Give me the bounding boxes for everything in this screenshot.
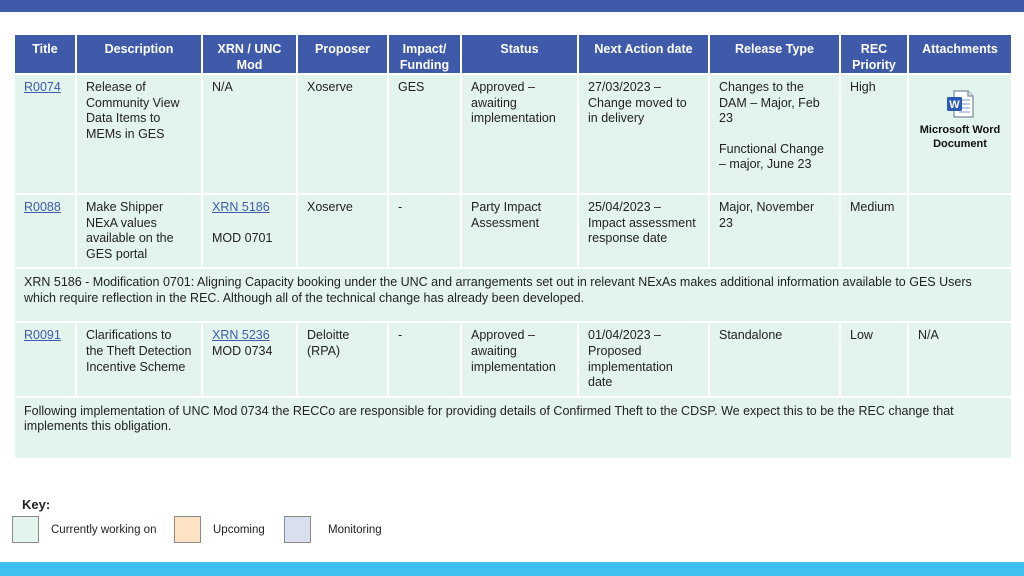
- release-type-line: Functional Change – major, June 23: [719, 141, 824, 172]
- attachment-label: Microsoft Word Document: [919, 124, 1001, 150]
- description-cell: Clarifications to the Theft Detection Incentive Scheme: [76, 322, 202, 396]
- note-row: [14, 397, 1012, 459]
- mod-text: MOD 0734: [212, 343, 273, 358]
- table-row: [14, 194, 1012, 268]
- proposer-cell: Xoserve: [297, 74, 388, 194]
- release-type-line: Changes to the DAM – Major, Feb 23: [719, 80, 820, 126]
- xrn-cell: N/A: [202, 74, 297, 194]
- priority-cell: High: [840, 74, 908, 194]
- rec-change-table: [13, 33, 1013, 460]
- status-cell: Approved – awaiting implementation: [461, 322, 578, 396]
- table-row: [14, 74, 1012, 194]
- priority-cell: Low: [840, 322, 908, 396]
- release-type-cell: Standalone: [709, 322, 840, 396]
- xrn-link-5186[interactable]: XRN 5186: [212, 200, 270, 214]
- col-header-title: Title: [14, 34, 76, 74]
- note-cell: XRN 5186 - Modification 0701: Aligning Capacity booking under the UNC and arrangements set out in relevant NExAs makes additional information available to GES Users which require reflection in the REC. Although all of the technical change has already been developed.: [14, 268, 1012, 322]
- word-document-attachment[interactable]: [918, 89, 1002, 151]
- col-header-next-action: Next Action date: [578, 34, 709, 74]
- attachment-cell: N/A: [908, 322, 1012, 396]
- proposer-cell: Deloitte (RPA): [297, 322, 388, 396]
- header-row: [14, 34, 1012, 74]
- word-document-icon: [945, 89, 975, 119]
- next-action-cell: 01/04/2023 – Proposed implementation date: [578, 322, 709, 396]
- col-header-proposer: Proposer: [297, 34, 388, 74]
- table-row: [14, 322, 1012, 396]
- xrn-link-5236[interactable]: XRN 5236: [212, 328, 270, 343]
- col-header-impact: Impact/ Funding: [388, 34, 461, 74]
- attachment-cell: [908, 194, 1012, 268]
- col-header-description: Description: [76, 34, 202, 74]
- next-action-cell: 25/04/2023 – Impact assessment response date: [578, 194, 709, 268]
- col-header-priority: REC Priority: [840, 34, 908, 74]
- key-swatch-current: [12, 516, 39, 543]
- key-label-upcoming: Upcoming: [213, 524, 265, 536]
- priority-cell: Medium: [840, 194, 908, 268]
- note-cell: Following implementation of UNC Mod 0734 the RECCo are responsible for providing details of Confirmed Theft to the CDSP. We expect this to be the REC change that implements this obligation.: [14, 397, 1012, 459]
- col-header-xrn: XRN / UNC Mod: [202, 34, 297, 74]
- impact-cell: -: [388, 194, 461, 268]
- release-type-cell: [709, 74, 840, 194]
- key-title: Key:: [22, 497, 51, 512]
- col-header-attachments: Attachments: [908, 34, 1012, 74]
- svg-text:W: W: [949, 99, 960, 111]
- key-label-monitoring: Monitoring: [328, 524, 382, 536]
- mod-text: MOD 0701: [212, 230, 273, 245]
- note-row: [14, 268, 1012, 322]
- xrn-cell: [202, 322, 297, 396]
- status-cell: Party Impact Assessment: [461, 194, 578, 268]
- bottom-banner: [0, 562, 1024, 576]
- key-label-current: Currently working on: [51, 524, 157, 536]
- key-swatch-upcoming: [174, 516, 201, 543]
- change-link-r0088[interactable]: R0088: [24, 200, 61, 214]
- impact-cell: -: [388, 322, 461, 396]
- key-swatch-monitoring: [284, 516, 311, 543]
- proposer-cell: Xoserve: [297, 194, 388, 268]
- col-header-release-type: Release Type: [709, 34, 840, 74]
- attachment-cell: [908, 74, 1012, 194]
- xrn-cell: [202, 194, 297, 268]
- description-cell: Release of Community View Data Items to MEMs in GES: [76, 74, 202, 194]
- col-header-status: Status: [461, 34, 578, 74]
- status-cell: Approved – awaiting implementation: [461, 74, 578, 194]
- next-action-cell: 27/03/2023 – Change moved to in delivery: [578, 74, 709, 194]
- change-link-r0091[interactable]: R0091: [24, 328, 61, 343]
- description-cell: Make Shipper NExA values available on the GES portal: [76, 194, 202, 268]
- top-banner: [0, 0, 1024, 12]
- impact-cell: GES: [388, 74, 461, 194]
- change-link-r0074[interactable]: R0074: [24, 80, 61, 94]
- release-type-cell: Major, November 23: [709, 194, 840, 268]
